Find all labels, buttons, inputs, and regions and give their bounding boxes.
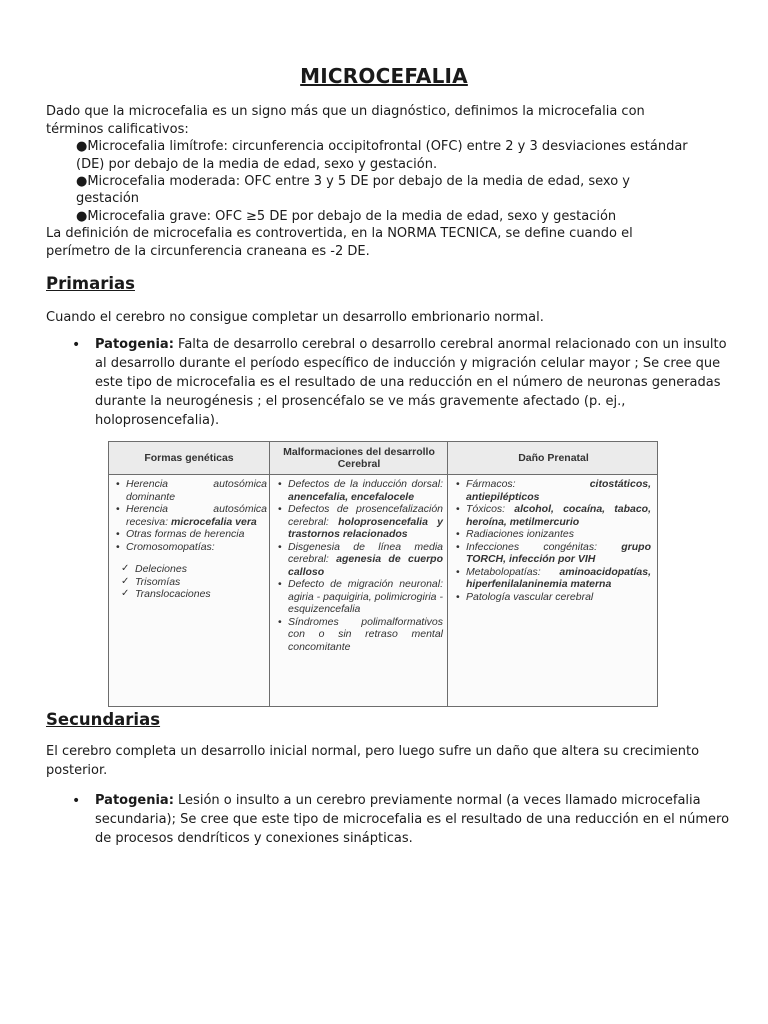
patogenia-text: Lesión o insulto a un cerebro previamente normal (a veces llamado microcefalia secundaria); Se cree que este tipo de microcefalia es el resultado de una reducción en el número de procesos dendríticos y conexiones sinápticas. xyxy=(95,793,730,846)
list-item: ✓ Trisomías xyxy=(115,576,267,589)
table-column-malformaciones xyxy=(277,478,443,653)
list-item: • Radiaciones ionizantes xyxy=(455,528,651,541)
section-heading-secundarias: Secundarias xyxy=(46,710,161,729)
list-item: • Metabolopatías: aminoacidopatías, hiperfenilalaninemia materna xyxy=(455,566,651,591)
list-item: • Fármacos: citostáticos, antiepilépticos xyxy=(455,478,651,503)
table-header-malformaciones: Malformaciones del desarrollo Cerebral xyxy=(283,446,435,470)
patogenia-label: Patogenia: xyxy=(95,337,174,352)
table-header-dano-prenatal: Daño Prenatal xyxy=(518,452,589,464)
secundarias-patogenia xyxy=(95,791,731,848)
page-title: MICROCEFALIA xyxy=(300,64,468,88)
table-header-row xyxy=(109,442,657,475)
secundarias-description: El cerebro completa un desarrollo inicial normal, pero luego sufre un daño que altera su crecimiento xyxy=(46,744,700,759)
patogenia-text: Falta de desarrollo cerebral o desarrollo cerebral anormal relacionado con un insulto al desarrollo durante el período específico de inducción y migración celular mayor ; Se cree que este tipo de microcefalia es el resultado de una reducción en el número de neuronas generadas durante la neurogénesis ; el prosencéfalo se ve más gravemente afectado (p. ej., holoprosencefalia). xyxy=(95,337,727,428)
patogenia-label: Patogenia: xyxy=(95,793,174,808)
intro-bullet-moderada-cont: gestación xyxy=(76,191,140,206)
intro-line: términos calificativos: xyxy=(46,122,189,137)
list-item: ✓ Deleciones xyxy=(115,563,267,576)
definition-line: La definición de microcefalia es controvertida, en la NORMA TECNICA, se define cuando el xyxy=(46,226,633,241)
bullet-marker: • xyxy=(72,337,81,353)
list-item: • Herencia autosómica recesiva: microcefalia vera xyxy=(115,503,267,528)
list-item: • Cromosomopatías: xyxy=(115,541,267,554)
list-item: • Defectos de la inducción dorsal: anencefalia, encefalocele xyxy=(277,478,443,503)
list-item: • Infecciones congénitas: grupo TORCH, infección por VIH xyxy=(455,541,651,566)
list-item: • Tóxicos: alcohol, cocaína, tabaco, heroína, metilmercurio xyxy=(455,503,651,528)
table-column-divider xyxy=(447,442,448,706)
list-item: • Defecto de migración neuronal: agiria - paquigiria, polimicrogiria - esquizencefalia xyxy=(277,578,443,616)
list-item: ✓ Translocaciones xyxy=(115,588,267,601)
table-header-formas-geneticas: Formas genéticas xyxy=(144,452,234,464)
primarias-patogenia xyxy=(95,335,731,430)
list-item: • Patología vascular cerebral xyxy=(455,591,651,604)
causes-table xyxy=(108,441,658,707)
intro-line: Dado que la microcefalia es un signo más que un diagnóstico, definimos la microcefalia con xyxy=(46,104,645,119)
intro-bullet-moderada: ●Microcefalia moderada: OFC entre 3 y 5 DE por debajo de la media de edad, sexo y xyxy=(76,174,630,189)
primarias-description: Cuando el cerebro no consigue completar un desarrollo embrionario normal. xyxy=(46,310,544,325)
intro-bullet-grave: ●Microcefalia grave: OFC ≥5 DE por debajo de la media de edad, sexo y gestación xyxy=(76,209,617,224)
list-item: • Defectos de prosencefalización cerebral: holoprosencefalia y trastornos relacionados xyxy=(277,503,443,541)
list-item: • Otras formas de herencia xyxy=(115,528,267,541)
intro-bullet-limitrofe: ●Microcefalia limítrofe: circunferencia occipitofrontal (OFC) entre 2 y 3 desviaciones estándar xyxy=(76,139,688,154)
table-column-divider xyxy=(269,442,270,706)
intro-bullet-limitrofe-cont: (DE) por debajo de la media de edad, sexo y gestación. xyxy=(76,157,438,172)
definition-line: perímetro de la circunferencia craneana es -2 DE. xyxy=(46,244,370,259)
table-column-dano-prenatal xyxy=(455,478,651,603)
section-heading-primarias: Primarias xyxy=(46,274,135,293)
secundarias-description-cont: posterior. xyxy=(46,763,108,778)
list-item: • Herencia autosómica dominante xyxy=(115,478,267,503)
list-item: • Síndromes polimalformativos con o sin retraso mental concomitante xyxy=(277,616,443,654)
list-item: • Disgenesia de línea media cerebral: agenesia de cuerpo calloso xyxy=(277,541,443,579)
bullet-marker: • xyxy=(72,793,81,809)
table-column-formas-geneticas xyxy=(115,478,267,601)
